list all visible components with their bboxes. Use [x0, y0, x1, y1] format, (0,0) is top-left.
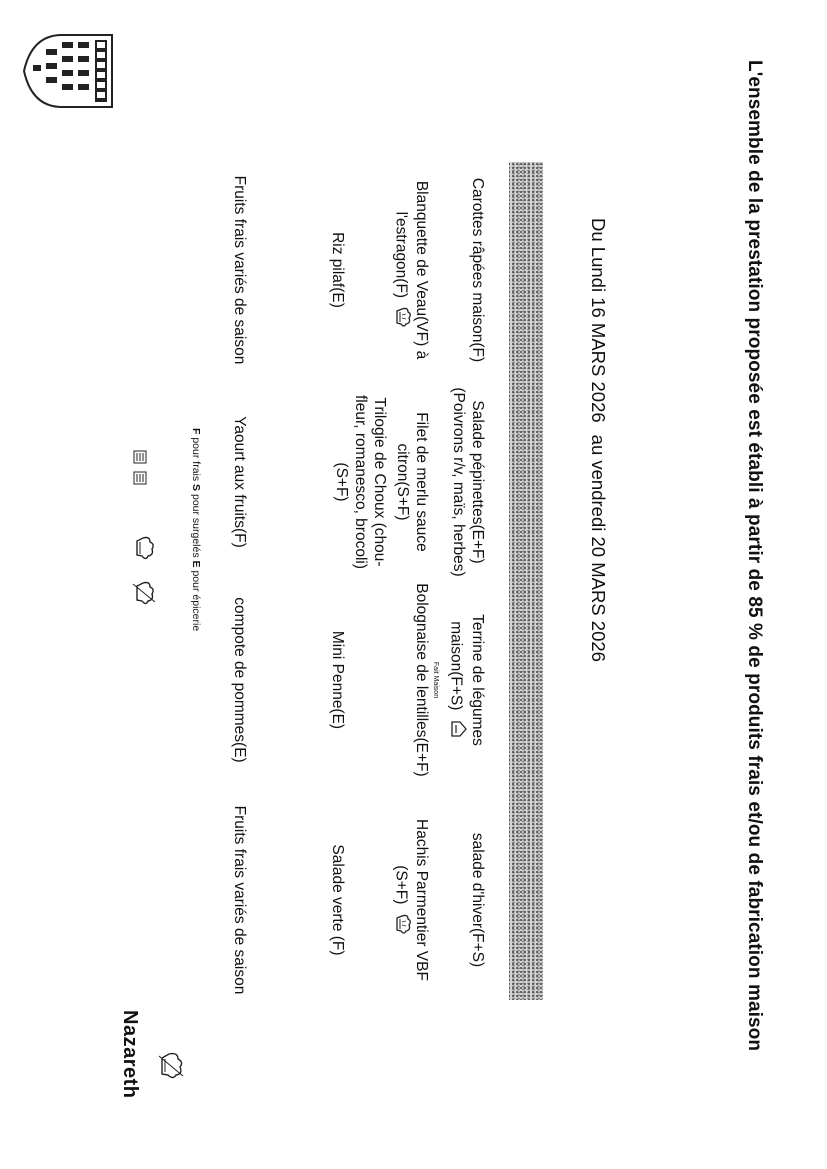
crest-icon	[16, 30, 117, 112]
date-to: au vendredi 20 MARS 2026	[588, 434, 609, 662]
chef-hat-icon	[389, 306, 412, 328]
legend	[190, 428, 202, 631]
page-title: L'ensemble de la prestation proposée est établi à partir de 85 % de produits frais et/ou de fabrication maison	[744, 60, 765, 1052]
chef-hat-icon	[389, 913, 412, 935]
homemade-note: Fait Maison	[432, 661, 439, 699]
weekday-header-band	[509, 162, 543, 1000]
main-dish-text: Hachis Parmentier VBF (S+F)	[392, 819, 430, 981]
main-cell	[389, 800, 431, 1000]
menu-column-2	[167, 382, 487, 582]
side-cell: Mini Penne(E)	[329, 630, 346, 730]
main-cell	[389, 170, 431, 370]
brand-logo-icon	[152, 1050, 187, 1080]
dessert-cell: Yaourt aux fruits(F)	[231, 416, 248, 548]
legend-e-text: pour épicerie	[190, 570, 202, 632]
legend-f-letter: F	[190, 428, 202, 435]
main-cell: Filet de merlu sauce citron(S+F)	[394, 412, 430, 552]
homemade-icon	[443, 719, 468, 739]
starter-cell	[426, 580, 487, 780]
legend-s-letter: S	[190, 484, 202, 492]
menu-column-4	[167, 800, 487, 1000]
date-range	[587, 218, 609, 662]
starter-cell: Carottes râpées maison(F)	[469, 177, 486, 363]
dessert-cell: compote de pommes(E)	[231, 597, 248, 763]
side-cell: Riz pilaf(E)	[329, 232, 346, 308]
starter-cell: salade d'hiver(F+S)	[469, 832, 486, 968]
legend-e-letter: E	[190, 560, 202, 568]
dessert-cell: Fruits frais variés de saison	[231, 175, 248, 365]
label-icons-small	[128, 450, 147, 490]
side-cell: Salade verte (F)	[329, 844, 346, 956]
legend-s-text: pour surgelés	[190, 493, 202, 558]
legend-f-text: pour frais	[190, 437, 202, 482]
main-dish-text: Blanquette de Veau(VF) à l'estragon(F)	[392, 180, 430, 360]
brand-name: Nazareth	[119, 1010, 141, 1099]
starter-text: Terrine de légumes maison(F+S)	[447, 614, 486, 746]
menu-column-3	[167, 580, 487, 780]
chef-hat-icon	[128, 535, 155, 561]
menu-column-1	[167, 170, 487, 370]
main-cell: Bolognaise de lentilles(E+F)	[413, 583, 430, 777]
chef-hat-flag-icon	[126, 580, 157, 606]
side-cell: Trilogie de Choux (chou-fleur, romanesco, brocoli)(S+F)	[333, 394, 388, 570]
starter-cell: Salade pépinettes(E+F) (Poivrons r/v, maïs, herbes)	[450, 387, 486, 577]
date-from: Du Lundi 16 MARS 2026	[588, 218, 609, 423]
dessert-cell: Fruits frais variés de saison	[231, 805, 248, 995]
